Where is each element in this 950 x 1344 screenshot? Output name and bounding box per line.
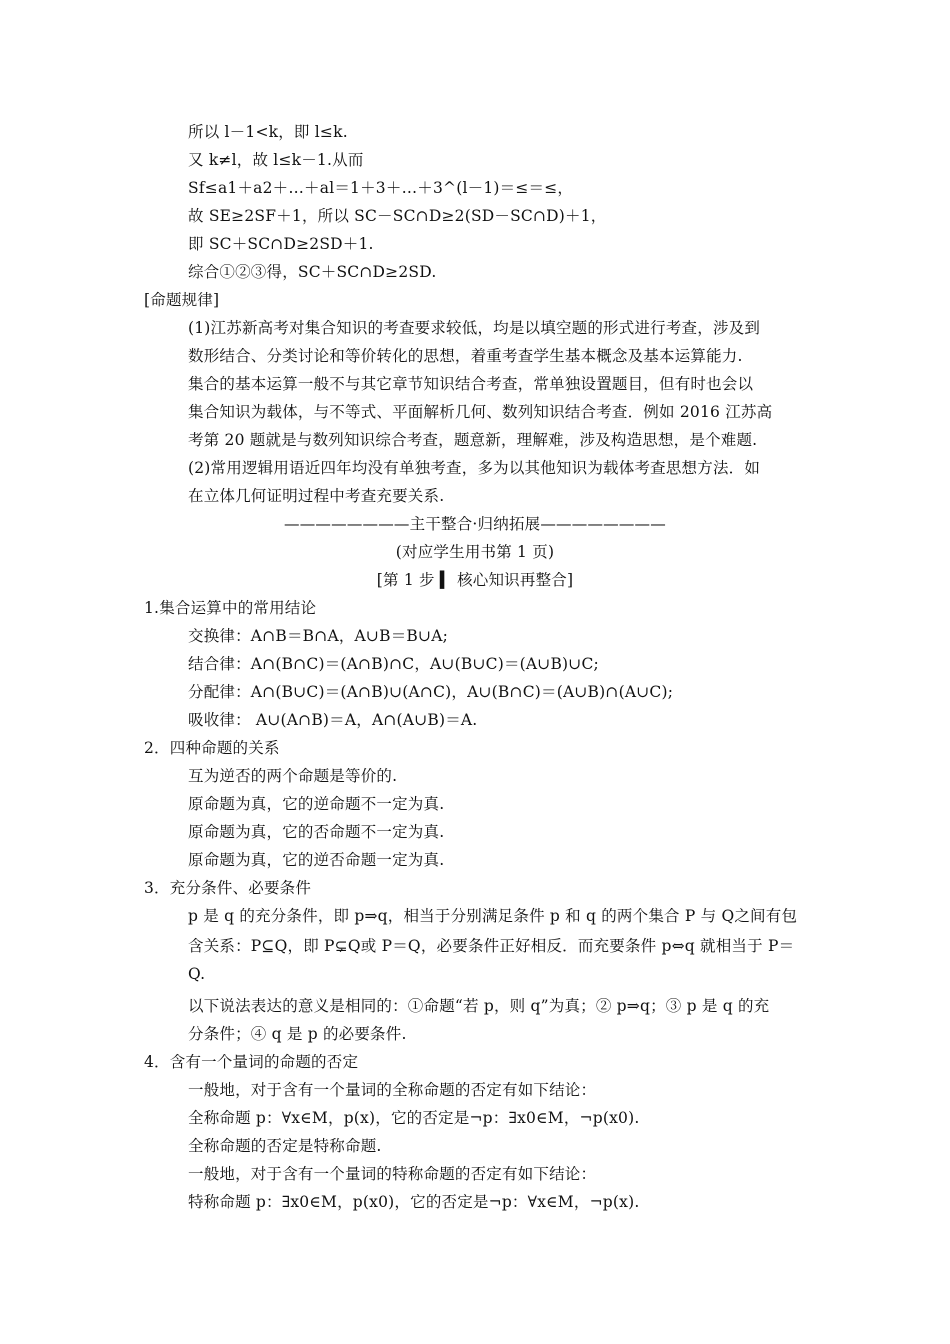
sec2-item: 原命题为真，它的逆命题不一定为真. [188,795,445,813]
sec1-item: 分配律：A∩(B∪C)＝(A∩B)∪(A∩C)，A∪(B∩C)＝(A∪B)∩(A∪C); [188,683,674,701]
sec4-item: 全称命题的否定是特称命题. [188,1137,382,1155]
sec1-item: 吸收律： A∪(A∩B)＝A，A∩(A∪B)＝A. [188,711,478,729]
section-banner-subtitle: (对应学生用书第 1 页) [395,543,555,561]
sec1-item: 交换律：A∩B＝B∩A，A∪B＝B∪A; [188,627,449,645]
rules-p2-line-2: 在立体几何证明过程中考查充要关系. [188,487,445,505]
rules-p2-line-1: (2)常用逻辑用语近四年均没有单独考查，多为以其他知识为载体考查思想方法．如 [188,459,761,477]
rules-p1-line-3: 集合的基本运算一般不与其它章节知识结合考查，常单独设置题目，但有时也会以 [188,375,754,393]
sec4-heading: 4．含有一个量词的命题的否定 [144,1053,359,1071]
sec3-line-1: p 是 q 的充分条件，即 p⇒q，相当于分别满足条件 p 和 q 的两个集合 P 与 Q之间有包 [188,907,798,925]
sec3-line-2: 含关系：P⊆Q，即 P⊊Q或 P＝Q，必要条件正好相反．而充要条件 p⇔q 就相当于 P＝ [188,937,795,955]
sec2-item: 原命题为真，它的否命题不一定为真. [188,823,445,841]
proof-line-2: 又 k≠l，故 l≤k－1.从而 [188,151,364,169]
proof-line-4: 故 SE≥2SF＋1，所以 SC－SC∩D≥2(SD－SC∩D)＋1， [188,207,607,225]
rules-p1-line-2: 数形结合、分类讨论和等价转化的思想，着重考查学生基本概念及基本运算能力. [188,347,743,365]
sec2-item: 互为逆否的两个命题是等价的. [188,767,398,785]
rules-p1-line-5: 考第 20 题就是与数列知识综合考查，题意新，理解难，涉及构造思想，是个难题. [188,431,758,449]
rules-heading: [命题规律] [144,291,220,309]
sec1-item: 结合律：A∩(B∩C)＝(A∩B)∩C，A∪(B∪C)＝(A∪B)∪C; [188,655,599,673]
sec4-item: 特称命题 p：∃x0∈M，p(x0)，它的否定是¬p：∀x∈M，¬p(x). [188,1193,640,1211]
sec4-item: 一般地，对于含有一个量词的特称命题的否定有如下结论： [188,1165,597,1183]
sec3-line-5: 分条件；④ q 是 p 的必要条件. [188,1025,407,1043]
sec2-item: 原命题为真，它的逆否命题一定为真. [188,851,445,869]
proof-line-1: 所以 l－1<k，即 l≤k. [188,123,348,141]
sec3-heading: 3．充分条件、必要条件 [144,879,312,897]
sec3-line-4: 以下说法表达的意义是相同的：①命题“若 p，则 q”为真；② p⇒q；③ p 是 q 的充 [188,997,770,1015]
rules-p1-line-4: 集合知识为载体，与不等式、平面解析几何、数列知识结合考查．例如 2016 江苏高 [188,403,773,421]
sec4-item: 一般地，对于含有一个量词的全称命题的否定有如下结论： [188,1081,597,1099]
proof-line-3: Sf≤a1＋a2＋…＋al＝1＋3＋…＋3^(l－1)＝≤＝≤， [188,179,574,197]
sec2-heading: 2．四种命题的关系 [144,739,280,757]
step-heading: [第 1 步 ▍ 核心知识再整合] [376,571,574,589]
sec4-item: 全称命题 p：∀x∈M，p(x)，它的否定是¬p：∃x0∈M，¬p(x0). [188,1109,640,1127]
sec1-heading: 1.集合运算中的常用结论 [144,599,317,617]
proof-line-5: 即 SC＋SC∩D≥2SD＋1. [188,235,374,253]
sec3-line-3: Q. [188,965,206,983]
section-banner-title: ————————主干整合·归纳拓展———————— [284,515,666,533]
proof-line-6: 综合①②③得，SC＋SC∩D≥2SD. [188,263,437,281]
rules-p1-line-1: (1)江苏新高考对集合知识的考查要求较低，均是以填空题的形式进行考查，涉及到 [188,319,761,337]
